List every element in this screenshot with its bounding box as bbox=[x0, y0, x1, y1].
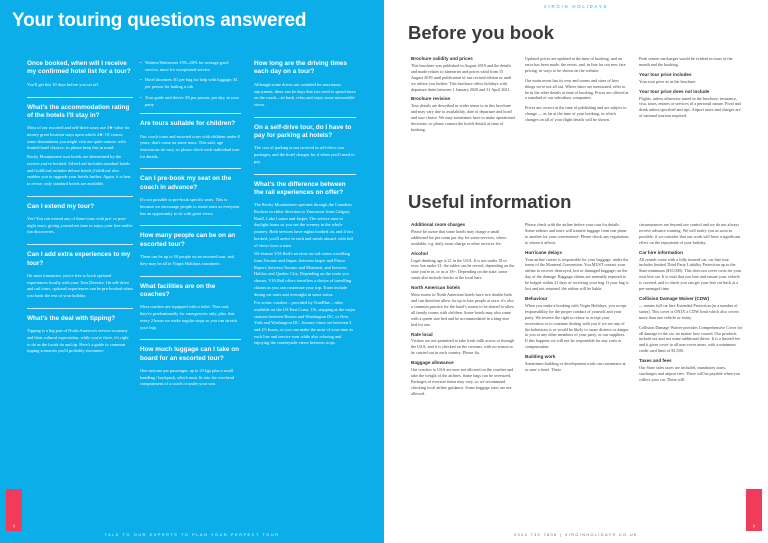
info-paragraph: Our main resort has its own and rooms and sizes of how things we're not all out. Where dates are mentioned, offer to be in the other details at time of booking. Prices are offered at a standard of our subsidiary companies. bbox=[525, 77, 629, 101]
info-paragraph: Tour details are described in wider terms to in this brochure and may vary due to availability, date of departure and hotel and tour choice. We may sometimes have to make operational decisions, so please contact the hotels details at time of booking. bbox=[411, 103, 515, 132]
info-heading: Alcohol bbox=[411, 250, 428, 256]
faq-question: How many people can be on an escorted tour? bbox=[140, 232, 236, 248]
info-paragraph: Updated prices are updated at the time of booking, and an error has been made, the resort, and, in line for our new fare pricing, in ways to be shown on the website. bbox=[525, 56, 626, 73]
info-heading: Collision Damage Waiver (CDW) bbox=[639, 295, 710, 301]
faq-question: Once booked, when will I receive my confirmed hotel list for a tour? bbox=[27, 60, 131, 76]
info-paragraph: Your airline carrier is responsible for your baggage, under the terms of the Montreal Convention. You MUST contact your airline to recover destroyed, lost or damaged baggage; on the day of the damage. Baggage claims are normally required to be lodged within 21 days of receiving your bag. If your bag is lost and not returned, the airline will be liable. bbox=[525, 256, 629, 292]
info-paragraph: Our State sales taxes are included, mandatory taxes, surcharges and airport fees. These will be payable when you collect your car. These will bbox=[639, 365, 741, 382]
faq-answer bbox=[27, 273, 133, 300]
info-paragraph: — means full car hire Extended Protection (in a number of states). This cover is ONLY a CDW limit which also covers more than one vehicle or entity. bbox=[639, 302, 740, 320]
before-column-3 bbox=[639, 56, 743, 123]
info-paragraph: Please check with the airline before your tour for details. Some airlines and tours will transfer luggage from one plane to another for your convenience. Please check any regulations to whom it affects. bbox=[525, 222, 629, 245]
info-paragraph: This brochure was published in August 2019 and the details and made relates to itineraries and prices valid from 15 August 2019 until publication of our revised edition or until we advise you further. This brochure offers holidays with departure dates between 1 January 2020 and 31 April 2021. bbox=[411, 62, 512, 92]
faq-question: Can I pre-book my seat on the coach in advance? bbox=[140, 175, 232, 191]
faq-answer-paragraph: Although some drives are curtailed for maximum enjoyment, there can be days that you need to spend more on the coach—sit back, relax and enjoy some memorable views. bbox=[254, 81, 356, 107]
before-column-2 bbox=[525, 56, 629, 127]
useful-column-1 bbox=[411, 222, 515, 401]
faq-answer-paragraph: Most coaches are equipped with a toilet. That said, they're predominantly for emergencies only, plus, that every 2 hours we make regular stops so you can stretch your legs. bbox=[140, 304, 238, 330]
faq-column-3 bbox=[254, 60, 356, 355]
before-column-1 bbox=[411, 56, 516, 137]
faq-question: What facilities are on the coaches? bbox=[140, 282, 216, 298]
info-paragraph: When you make a booking with Virgin Holidays, you accept responsibility for the proper conduct of yourself and your party. We reserve the right to refuse to accept your reservation or to continue dealing with you if we see any of the behaviour is or would be likely to cause distress or danger to you or any other members of your party, or our suppliers. If this happens we will not be responsible for any costs or compensation. bbox=[525, 302, 629, 350]
faq-answer-paragraph: Most of our escorted and self-drive tours use 4★ value for money great location stays upon which 4★. Of course, some destinations you might visit are quite remote, with limited hotel choices, so please keep this in mind. bbox=[27, 125, 130, 151]
faq-answer bbox=[254, 202, 356, 347]
faq-question: How much luggage can I take on board for an escorted tour? bbox=[140, 346, 240, 362]
divider bbox=[27, 196, 133, 197]
faq-answer bbox=[254, 82, 356, 109]
info-paragraph: Sometimes building or development work can commence at or near a hotel. These bbox=[525, 361, 626, 372]
info-paragraph: Your tour price as in the brochure. bbox=[639, 78, 697, 84]
faq-answer bbox=[140, 134, 241, 161]
useful-information-heading: Useful information bbox=[408, 191, 572, 212]
faq-answer-paragraph: The Rocky Mountaineer operates through the Canadian Rockies in either direction to Vancouver from Calgary, Banff, Lake Louise and Jasper. The service runs in daylight hours so you see the scenery in the whole journey. Both services have nights booked on, and if not booked, you'll arrive in each and meals aboard, with full of views from a train. bbox=[254, 202, 353, 248]
info-paragraph: Peak season surcharges would be evident in tours of the month and the booking. bbox=[639, 56, 733, 67]
page-title: Your touring questions answered bbox=[12, 10, 307, 31]
faq-answer-paragraph: On most itineraries, you're free to book optional experiences locally with your Tour Director. On self-drive and rail tours, optional experiences can be pre-booked when you book the rest of your holiday. bbox=[27, 272, 133, 299]
faq-question: What's the deal with tipping? bbox=[27, 314, 116, 322]
faq-question: What's the difference between the rail experiences on offer? bbox=[254, 180, 346, 196]
left-footer-tagline: TALK TO OUR EXPERTS TO PLAN YOUR PERFECT TOUR bbox=[104, 533, 280, 537]
info-heading: Your tour price includes bbox=[639, 71, 692, 77]
info-heading: North American hotels bbox=[411, 285, 461, 291]
faq-column-2 bbox=[140, 60, 241, 396]
divider bbox=[27, 97, 133, 98]
info-heading: Brochure validity and prices bbox=[411, 56, 473, 61]
info-paragraph: Please be aware that some hotels may charge a small additional fee per room per day for some services, where available, e.g. daily room charge or other services fee. bbox=[411, 228, 507, 246]
faq-answer bbox=[27, 82, 133, 89]
faq-answer-paragraph: We feature VIA Rail's services on rail routes travelling from Toronto and Jasper, between Jasper and Prince Rupert, between Toronto and Montreal, and between Halifax and Quebec City. Depending on the route you choose, VIA Rail offers travellers a choice of travelling classes as you can customize your trip. Tours include dining car seats and overnight in some trains. bbox=[254, 251, 352, 297]
faq-answer bbox=[27, 125, 133, 187]
info-paragraph: Most rooms in North American hotels have two double beds and can therefore allow for up to four people at once, it's also a common practice for the hotel's rooms to be shared to allow all family rooms with children. Some hotels may also come with a queen size bed and be accommodated in a king-size bed for one. bbox=[411, 292, 515, 327]
brand-header: VIRGIN HOLIDAYS bbox=[543, 4, 609, 9]
info-paragraph: Collision Damage Waiver provides Comprehensive Cover for all damage to the car, no matter how caused. Our products include tax and not some additional driver. It is a limited fee and it gives cover to all non-cover areas, with a minimum credit card limit of $1,500. bbox=[639, 324, 743, 354]
divider bbox=[27, 244, 133, 245]
divider bbox=[27, 308, 133, 309]
faq-answer bbox=[140, 368, 241, 388]
next-page-arrow-icon[interactable]: › bbox=[752, 523, 756, 530]
faq-answer-paragraph: Our coach tours and escorted tours with children under 8 years; don't come on some tours. This said, age restrictions do vary, so please check each individual tour for details. bbox=[140, 133, 240, 159]
faq-answer bbox=[254, 145, 356, 165]
info-paragraph: Flights, unless otherwise stated in the brochure, insurance, visa, taxes, entries or services of a personal nature. Food and drink unless specified and tips. Airport taxes and charges are of national tourism required. bbox=[639, 95, 741, 119]
faq-answer-paragraph: One suitcase per passenger, up to 23 kgs plus a small handbag / backpack, which must fit into the overhead compartment of a coach or under your seat. bbox=[140, 368, 235, 387]
faq-answer-paragraph: Yes! You can extend any of these tours with pre- or post-night stays, giving yourselves time to enjoy your free and/or fun discoveries. bbox=[27, 216, 133, 235]
divider bbox=[140, 225, 241, 226]
divider bbox=[140, 276, 241, 277]
faq-question: Are tours suitable for children? bbox=[140, 120, 236, 128]
faq-answer bbox=[27, 328, 133, 355]
info-paragraph: circumstances are beyond our control and we do not always receive advance warning. We will notify you as soon as possible, if we consider that our work will have a significant effect on the enjoyment of your holiday. bbox=[639, 222, 741, 245]
faq-answer-paragraph: You'll get this 10 days before you set off. bbox=[27, 81, 100, 87]
tipping-bullet: • Tour guide and driver: $5 per person, per day, in your party bbox=[140, 95, 241, 108]
faq-answer-paragraph: Tipping is a big part of North America's service economy and their cultural expectation, while you're there, it's right to do as the locals do and tip. Here's a guide to common tipping scenarios you'll probably encounter: bbox=[27, 328, 129, 354]
faq-question: Can I add extra experiences to my tour? bbox=[27, 251, 131, 267]
faq-answer bbox=[140, 304, 241, 331]
info-paragraph: Legal drinking age is 21 in the USA. It is not under 18 or over, but under 21, the tables can be served, depending on the state you're in, or as is 18+. Depending on the state, some states also include checks at the local bars. bbox=[411, 257, 515, 281]
faq-question: What's the accommodation rating of the hotels I'll stay in? bbox=[27, 103, 130, 119]
info-paragraph: Our coaches to USA are now not allowed on the coaches and take the weight of the airlines. Some bags can be oversized. Packages of oversize items may vary, so we recommend checking local airline guidance. Some baggage sizes are not allowed. bbox=[411, 367, 514, 396]
info-heading: Additional room charges bbox=[411, 222, 466, 227]
right-page-info bbox=[384, 0, 768, 543]
info-heading: Your tour price does not include bbox=[639, 88, 710, 94]
info-paragraph: Prices are correct at the time of publishing and are subject to change — as far at the time of your booking, in which changes on all of your flight details will be shown. bbox=[525, 105, 627, 123]
faq-answer-paragraph: It's not possible to pre-book specific seats. This is because we encourage people to rotate seats so everyone has an opportunity to sit with great views. bbox=[140, 197, 240, 216]
info-heading: Hurricane delays bbox=[525, 249, 563, 255]
before-you-book-heading: Before you book bbox=[408, 22, 554, 43]
faq-question: Can I extend my tour? bbox=[27, 202, 95, 210]
faq-answer bbox=[140, 254, 241, 267]
tipping-bullet: • Hotel doormen: $1 per bag for help with luggage; $1 per person for hailing a cab bbox=[140, 77, 241, 90]
faq-answer bbox=[27, 216, 133, 236]
faq-answer-paragraph: The cost of parking is not covered in self-drive tour packages, and the hotel charges for it when you'll need to pay. bbox=[254, 145, 355, 164]
faq-question: On a self-drive tour, do I have to pay for parking at hotels? bbox=[254, 123, 352, 140]
info-heading: Car hire information bbox=[639, 249, 683, 255]
faq-column-1 bbox=[27, 60, 133, 363]
faq-answer-paragraph: There can be up to 50 people on an escorted tour, and they may be all in Virgin Holidays customers. bbox=[140, 254, 234, 266]
info-heading: Brochure revision bbox=[411, 96, 451, 102]
faq-question: How long are the driving times each day on a tour? bbox=[254, 60, 348, 76]
info-heading: Baggage allowance bbox=[411, 360, 454, 366]
info-heading: Building work bbox=[525, 354, 556, 360]
info-paragraph: Visitors are not permitted to take fresh milk across or through the USA, and it is checked on the customs, with no reason to be carried out in each country. Please fix. bbox=[411, 338, 515, 356]
previous-page-arrow-icon[interactable]: ‹ bbox=[12, 523, 16, 530]
useful-column-2 bbox=[525, 222, 629, 377]
divider bbox=[140, 168, 241, 169]
info-heading: Taxes and fees bbox=[639, 358, 672, 364]
info-paragraph: All rentals come with a fully insured car, car hire tour includes limited Third Party Liability Protection up to the State minimum ($35,000). This does not cover costs for your own hire car. It is vital that you hire and ensure your vehicle is covered, and to check you can get your hire car back at a pre-arranged time. bbox=[639, 256, 742, 292]
tipping-bullet: • Waiters/Waitresses 15%–20% for average good service; more for exceptional service bbox=[140, 60, 241, 73]
info-heading: Rate local bbox=[411, 331, 433, 337]
faq-answer-paragraph: Rocky Mountaineer tour hotels are determined by the service you've booked. SilverLeaf includes standard hotels and GoldLeaf includes deluxe hotels (GoldLeaf also enables you to upgrade your hotels further. Again, it is best to revise, only standard hotels are available. bbox=[27, 154, 131, 186]
faq-answer bbox=[140, 197, 241, 217]
info-heading: Behaviour bbox=[525, 295, 548, 301]
contact-footer: 0344 739 7806 | VIRGINHOLIDAYS.CO.UK bbox=[514, 533, 638, 537]
divider bbox=[140, 339, 241, 340]
divider bbox=[254, 117, 356, 118]
faq-answer-paragraph: For scenic comfort – provided by TrueBlue – rides available on the US East Coast, US, stopping at the major stations between Boston and Washington DC, or New York and Washington DC. Journey times are between 3 and 4½ hours, so you can make the most of your time as each line and service runs while also relaxing and enjoying the countryside views between stops. bbox=[254, 300, 356, 346]
divider bbox=[254, 174, 356, 175]
divider bbox=[140, 113, 241, 114]
useful-column-3 bbox=[639, 222, 743, 387]
